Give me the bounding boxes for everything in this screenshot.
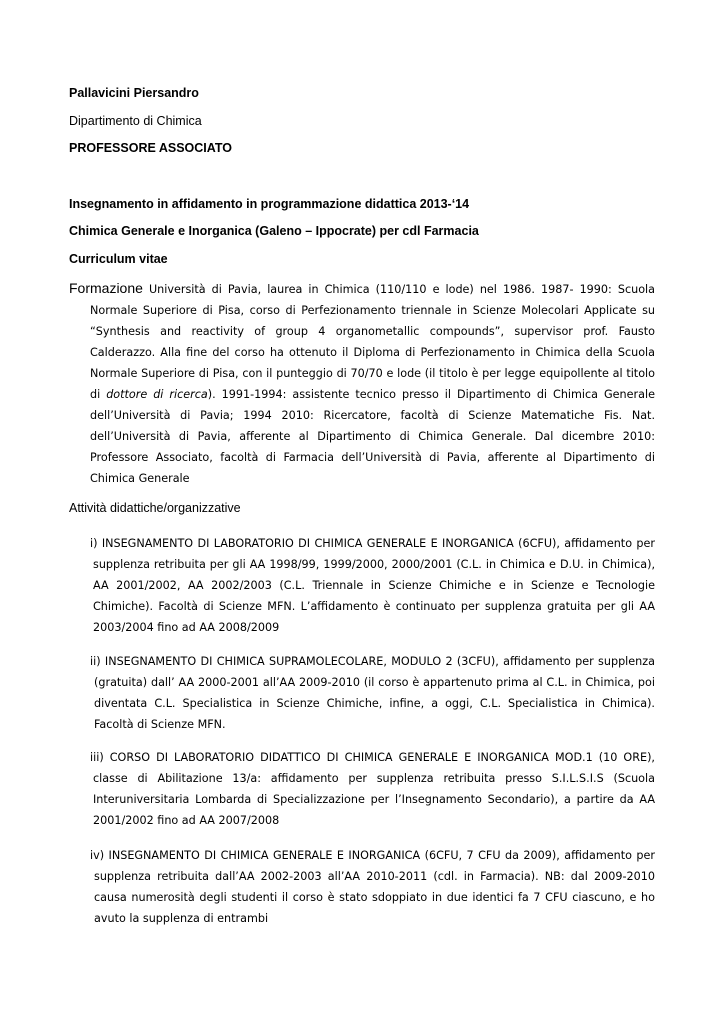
- activity-item-2: ii) INSEGNAMENTO DI CHIMICA SUPRAMOLECOLARE, MODULO 2 (3CFU), affidamento per supplenza (gratuita) dall’ AA 2000-2001 all’AA 2009-2010 (il corso è appartenuto prima al C.L. in Chimica, poi diventata C.L. Specialistica in Scienze Chimiche, infine, a oggi, C.L. Specialistica in Chimica). Facoltà di Scienze MFN.: [90, 655, 655, 731]
- course-title: Chimica Generale e Inorganica (Galeno – Ippocrate) per cdl Farmacia: [69, 224, 479, 238]
- activity-item-4: iv) INSEGNAMENTO DI CHIMICA GENERALE E INORGANICA (6CFU, 7 CFU da 2009), affidamento per supplenza retribuita dall’AA 2002-2003 all’AA 2010-2011 (cdl. in Farmacia). NB: dal 2009-2010 causa numerosità degli studenti il corso è stato sdoppiato in due identici fa 7 CFU ciascuno, e ho avuto la supplenza di entrambi: [90, 849, 655, 925]
- cv-heading: Curriculum vitae: [69, 252, 168, 266]
- cv-text-2: ). 1991-1994: assistente tecnico presso il Dipartimento di Chimica Generale dell’Università di Pavia; 1994 2010: Ricercatore, facoltà di Scienze Matematiche Fis. Nat. dell’Università di Pavia, afferente al Dipartimento di Chimica Generale. Dal dicembre 2010: Professore Associato, facoltà di Farmacia dell’Università di Pavia, afferente al Dipartimento di Chimica Generale: [90, 388, 655, 485]
- activity-item-3: iii) CORSO DI LABORATORIO DIDATTICO DI CHIMICA GENERALE E INORGANICA MOD.1 (10 ORE), classe di Abilitazione 13/a: affidamento per supplenza retribuita presso S.I.L.S.I.S (Scuola Interuniversitaria Lombarda di Specializzazione per l’Insegnamento Secondario), a partire da AA 2001/2002 fino ad AA 2007/2008: [90, 751, 655, 827]
- academic-role: PROFESSORE ASSOCIATO: [69, 141, 232, 155]
- teaching-title: Insegnamento in affidamento in programmazione didattica 2013-‘14: [69, 197, 470, 211]
- cv-italic: dottore di ricerca: [106, 388, 208, 401]
- activity-item-1: i) INSEGNAMENTO DI LABORATORIO DI CHIMICA GENERALE E INORGANICA (6CFU), affidamento per supplenza retribuita per gli AA 1998/99, 1999/2000, 2000/2001 (C.L. in Chimica e D.U. in Chimica), AA 2001/2002, AA 2002/2003 (C.L. Triennale in Scienze Chimiche e in Scienze e Tecnologie Chimiche). Facoltà di Scienze MFN. L’affidamento è continuato per supplenza gratuita per gli AA 2003/2004 fino ad AA 2008/2009: [90, 537, 655, 634]
- cv-paragraph: [69, 278, 655, 489]
- formazione-label: Formazione: [69, 280, 143, 296]
- department: Dipartimento di Chimica: [69, 114, 202, 128]
- activities-heading: Attività didattiche/organizzative: [69, 501, 241, 515]
- author-name: Pallavicini Piersandro: [69, 86, 199, 100]
- cv-text-1: Università di Pavia, laurea in Chimica (110/110 e lode) nel 1986. 1987- 1990: Scuola Normale Superiore di Pisa, corso di Perfezionamento triennale in Scienze Molecolari Applicate su “Synthesis and reactivity of group 4 organometallic compounds”, supervisor prof. Fausto Calderazzo. Alla fine del corso ha ottenuto il Diploma di Perfezionamento in Chimica della Scuola Normale Superiore di Pisa, con il punteggio di 70/70 e lode (il titolo è per legge equipollente al titolo di: [90, 283, 655, 401]
